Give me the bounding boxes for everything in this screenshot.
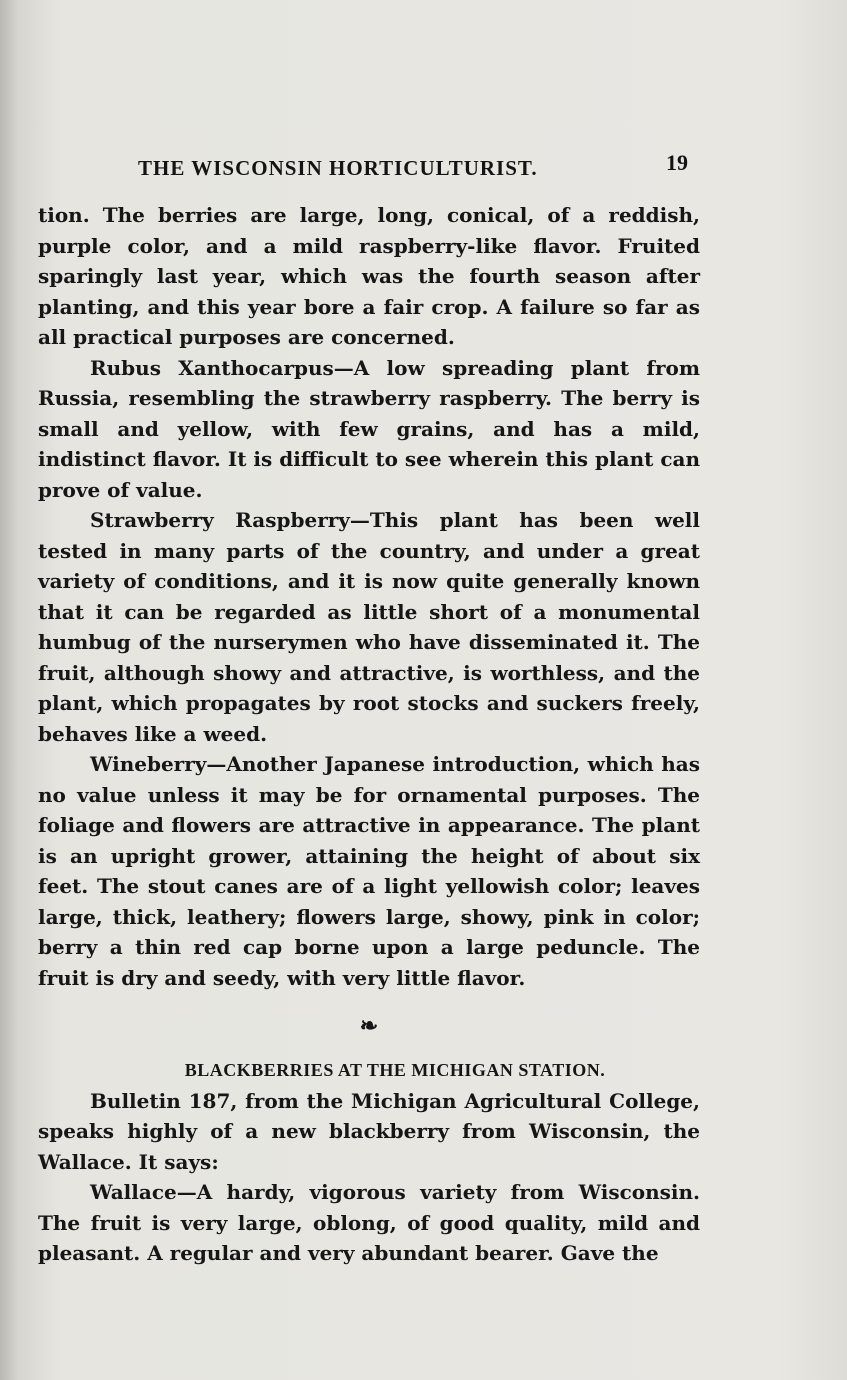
paragraph-wineberry: Wineberry—Another Japanese introduction, which has no value unless it may be for ornamental purposes. The foliage and flowers are attractive in appearance. The plant is an upright grower, attaining the height of about six feet. The stout canes are of a light yellowish color; leaves large, thick, leathery; flowers large, showy, pink in color; berry a thin red cap borne upon a large peduncle. The fruit is dry and seedy, with very little flavor. [38,752,700,990]
paragraph-strawberry-raspberry: Strawberry Raspberry—This plant has been well tested in many parts of the country, and under a great variety of conditions, and it is now quite generally known that it can be regarded as little short of a monumental humbug of the nurserymen who have disseminated it. The fruit, although showy and attractive, is worthless, and the plant, which propagates by root stocks and suckers freely, behaves like a weed. [38,508,700,746]
paragraph-rubus-xanthocarpus: Rubus Xanthocarpus—A low spreading plant from Russia, resembling the strawberry raspberry. The berry is small and yellow, with few grains, and has a mild, indistinct flavor. It is difficult to see wherein this plant can prove of value. [38,355,700,502]
section-heading: BLACKBERRIES AT THE MICHIGAN STATION. [184,1060,606,1080]
paragraph-wallace: Wallace—A hardy, vigorous variety from Wisconsin. The fruit is very large, oblong, of good quality, mild and pleasant. A regular and very abundant bearer. Gave the [38,1180,700,1265]
running-title: THE WISCONSIN HORTICULTURIST. [138,156,538,180]
paragraph-bulletin: Bulletin 187, from the Michigan Agricultural College, speaks highly of a new blackberry from Wisconsin, the Wallace. It says: [38,1088,700,1174]
ornament-icon: ❧ [359,1013,379,1039]
running-header [138,150,688,190]
page-number: 19 [666,150,688,175]
page-body [38,200,700,1269]
paragraph-continued: tion. The berries are large, long, conical, of a reddish, purple color, and a mild raspberry-like flavor. Fruited sparingly last year, which was the fourth season after planting, and this year bore a fair crop. A failure so far as all practical purposes are concerned. [38,203,700,349]
